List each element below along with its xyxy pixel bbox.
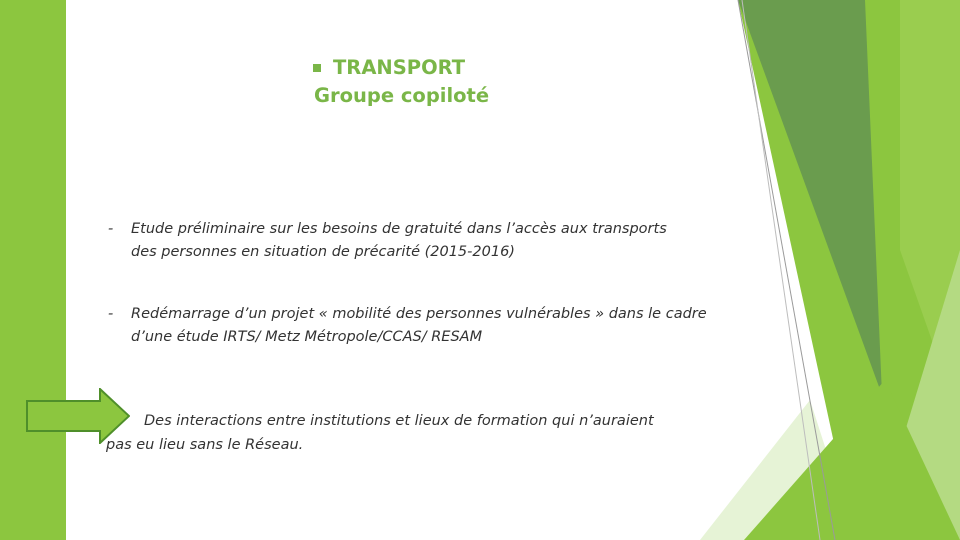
title-line bbox=[310, 54, 489, 82]
conclusion-text: Des interactions entre institutions et lieux de formation qui n’auraient pas eu lieu sans le Réseau. bbox=[106, 413, 654, 453]
slide-subtitle: Groupe copiloté bbox=[314, 84, 490, 107]
title-block bbox=[310, 54, 489, 110]
bullet-item-study bbox=[108, 218, 668, 264]
slide-title: TRANSPORT bbox=[333, 56, 466, 79]
bullet-item-project bbox=[108, 303, 718, 349]
square-bullet-icon bbox=[313, 64, 321, 72]
dash-marker: - bbox=[108, 306, 114, 322]
bullet-text: Redémarrage d’un projet « mobilité des personnes vulnérables » dans le cadre d’une étude IRTS/ Metz Métropole/CCAS/ RESAM bbox=[131, 306, 707, 345]
dash-marker: - bbox=[108, 221, 114, 237]
bullet-text: Etude préliminaire sur les besoins de gratuité dans l’accès aux transports des personnes en situation de précarité (2015-2016) bbox=[131, 221, 667, 260]
